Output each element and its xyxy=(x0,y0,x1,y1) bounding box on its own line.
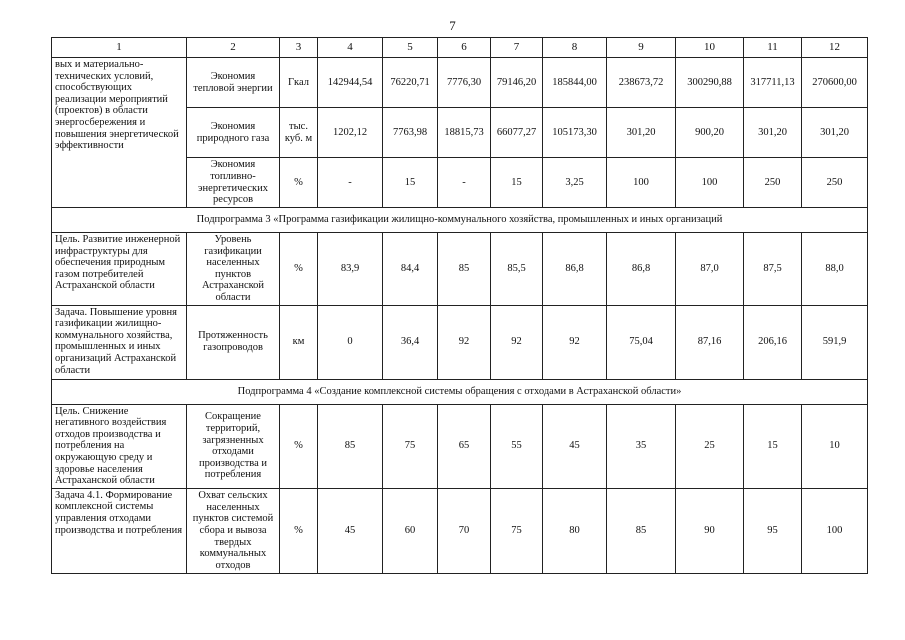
value-cell: - xyxy=(318,158,383,208)
value-cell: 1202,12 xyxy=(318,108,383,158)
value-cell: 301,20 xyxy=(744,108,802,158)
value-cell: 85 xyxy=(607,488,676,573)
value-cell: 15 xyxy=(383,158,438,208)
header-cell: 1 xyxy=(52,38,187,58)
value-cell: 75 xyxy=(491,488,543,573)
unit-cell: % xyxy=(280,233,318,306)
unit-cell: тыс. куб. м xyxy=(280,108,318,158)
value-cell: 238673,72 xyxy=(607,58,676,108)
value-cell: 7776,30 xyxy=(438,58,491,108)
value-cell: 250 xyxy=(802,158,868,208)
value-cell: 185844,00 xyxy=(543,58,607,108)
value-cell: 76220,71 xyxy=(383,58,438,108)
value-cell: 270600,00 xyxy=(802,58,868,108)
value-cell: 15 xyxy=(491,158,543,208)
unit-cell: км xyxy=(280,305,318,379)
value-cell: 7763,98 xyxy=(383,108,438,158)
value-cell: 10 xyxy=(802,404,868,488)
subprogram-3-title: Подпрограмма 3 «Программа газификации жилищно-коммунального хозяйства, промышленных и иных организаций xyxy=(52,208,868,233)
page-number: 7 xyxy=(449,18,456,33)
value-cell: 86,8 xyxy=(607,233,676,306)
header-row xyxy=(52,38,868,58)
header-cell: 11 xyxy=(744,38,802,58)
value-cell: 36,4 xyxy=(383,305,438,379)
goal-cell: Задача 4.1. Формирование комплексной системы управления отходами производства и потребления xyxy=(52,488,187,573)
value-cell: 66077,27 xyxy=(491,108,543,158)
unit-cell: % xyxy=(280,158,318,208)
subprogram-row xyxy=(52,208,868,233)
indicator-cell: Экономия тепловой энергии xyxy=(187,58,280,108)
indicator-cell: Уровень газификации населенных пунктов Астраханской области xyxy=(187,233,280,306)
value-cell: 83,9 xyxy=(318,233,383,306)
table-row xyxy=(52,305,868,379)
header-cell: 9 xyxy=(607,38,676,58)
value-cell: - xyxy=(438,158,491,208)
value-cell: 105173,30 xyxy=(543,108,607,158)
value-cell: 45 xyxy=(543,404,607,488)
value-cell: 75,04 xyxy=(607,305,676,379)
value-cell: 35 xyxy=(607,404,676,488)
value-cell: 95 xyxy=(744,488,802,573)
header-cell: 10 xyxy=(676,38,744,58)
goal-cell: Цель. Снижение негативного воздействия отходов производства и потребления на окружающую среду и здоровье населения Астраханской области xyxy=(52,404,187,488)
indicator-cell: Сокращение территорий, загрязненных отходами производства и потребления xyxy=(187,404,280,488)
value-cell: 86,8 xyxy=(543,233,607,306)
table-row xyxy=(52,404,868,488)
indicator-cell: Экономия природного газа xyxy=(187,108,280,158)
value-cell: 3,25 xyxy=(543,158,607,208)
value-cell: 75 xyxy=(383,404,438,488)
unit-cell: % xyxy=(280,404,318,488)
table-row xyxy=(52,488,868,573)
subprogram-row xyxy=(52,379,868,404)
value-cell: 88,0 xyxy=(802,233,868,306)
value-cell: 85 xyxy=(438,233,491,306)
value-cell: 142944,54 xyxy=(318,58,383,108)
value-cell: 65 xyxy=(438,404,491,488)
value-cell: 92 xyxy=(543,305,607,379)
value-cell: 80 xyxy=(543,488,607,573)
value-cell: 301,20 xyxy=(802,108,868,158)
header-cell: 3 xyxy=(280,38,318,58)
value-cell: 206,16 xyxy=(744,305,802,379)
indicator-cell: Экономия топливно-энергетических ресурсов xyxy=(187,158,280,208)
value-cell: 60 xyxy=(383,488,438,573)
header-cell: 8 xyxy=(543,38,607,58)
value-cell: 317711,13 xyxy=(744,58,802,108)
goal-cell: вых и материально-технических условий, способствующих реализации мероприятий (проектов) в области энергосбережения и повышения энергетической эффективности xyxy=(52,58,187,208)
header-cell: 5 xyxy=(383,38,438,58)
header-cell: 4 xyxy=(318,38,383,58)
value-cell: 70 xyxy=(438,488,491,573)
value-cell: 25 xyxy=(676,404,744,488)
unit-cell: % xyxy=(280,488,318,573)
header-cell: 12 xyxy=(802,38,868,58)
value-cell: 92 xyxy=(438,305,491,379)
value-cell: 87,5 xyxy=(744,233,802,306)
goal-cell: Цель. Развитие инженерной инфраструктуры для обеспечения природным газом потребителей Астраханской области xyxy=(52,233,187,306)
value-cell: 100 xyxy=(607,158,676,208)
value-cell: 15 xyxy=(744,404,802,488)
header-cell: 7 xyxy=(491,38,543,58)
value-cell: 55 xyxy=(491,404,543,488)
indicators-table xyxy=(51,37,868,574)
value-cell: 100 xyxy=(802,488,868,573)
value-cell: 92 xyxy=(491,305,543,379)
header-cell: 2 xyxy=(187,38,280,58)
value-cell: 85,5 xyxy=(491,233,543,306)
value-cell: 250 xyxy=(744,158,802,208)
value-cell: 87,0 xyxy=(676,233,744,306)
value-cell: 87,16 xyxy=(676,305,744,379)
value-cell: 84,4 xyxy=(383,233,438,306)
table-row xyxy=(52,58,868,108)
value-cell: 900,20 xyxy=(676,108,744,158)
value-cell: 79146,20 xyxy=(491,58,543,108)
value-cell: 85 xyxy=(318,404,383,488)
subprogram-4-title: Подпрограмма 4 «Создание комплексной системы обращения с отходами в Астраханской области» xyxy=(52,379,868,404)
header-cell: 6 xyxy=(438,38,491,58)
value-cell: 301,20 xyxy=(607,108,676,158)
unit-cell: Гкал xyxy=(280,58,318,108)
value-cell: 0 xyxy=(318,305,383,379)
value-cell: 90 xyxy=(676,488,744,573)
indicator-cell: Охват сельских населенных пунктов системой сбора и вывоза твердых коммунальных отходов xyxy=(187,488,280,573)
value-cell: 45 xyxy=(318,488,383,573)
goal-cell: Задача. Повышение уровня газификации жилищно-коммунального хозяйства, промышленных и иных организаций Астраханской области xyxy=(52,305,187,379)
value-cell: 591,9 xyxy=(802,305,868,379)
value-cell: 18815,73 xyxy=(438,108,491,158)
value-cell: 300290,88 xyxy=(676,58,744,108)
indicator-cell: Протяженность газопроводов xyxy=(187,305,280,379)
table-row xyxy=(52,233,868,306)
value-cell: 100 xyxy=(676,158,744,208)
